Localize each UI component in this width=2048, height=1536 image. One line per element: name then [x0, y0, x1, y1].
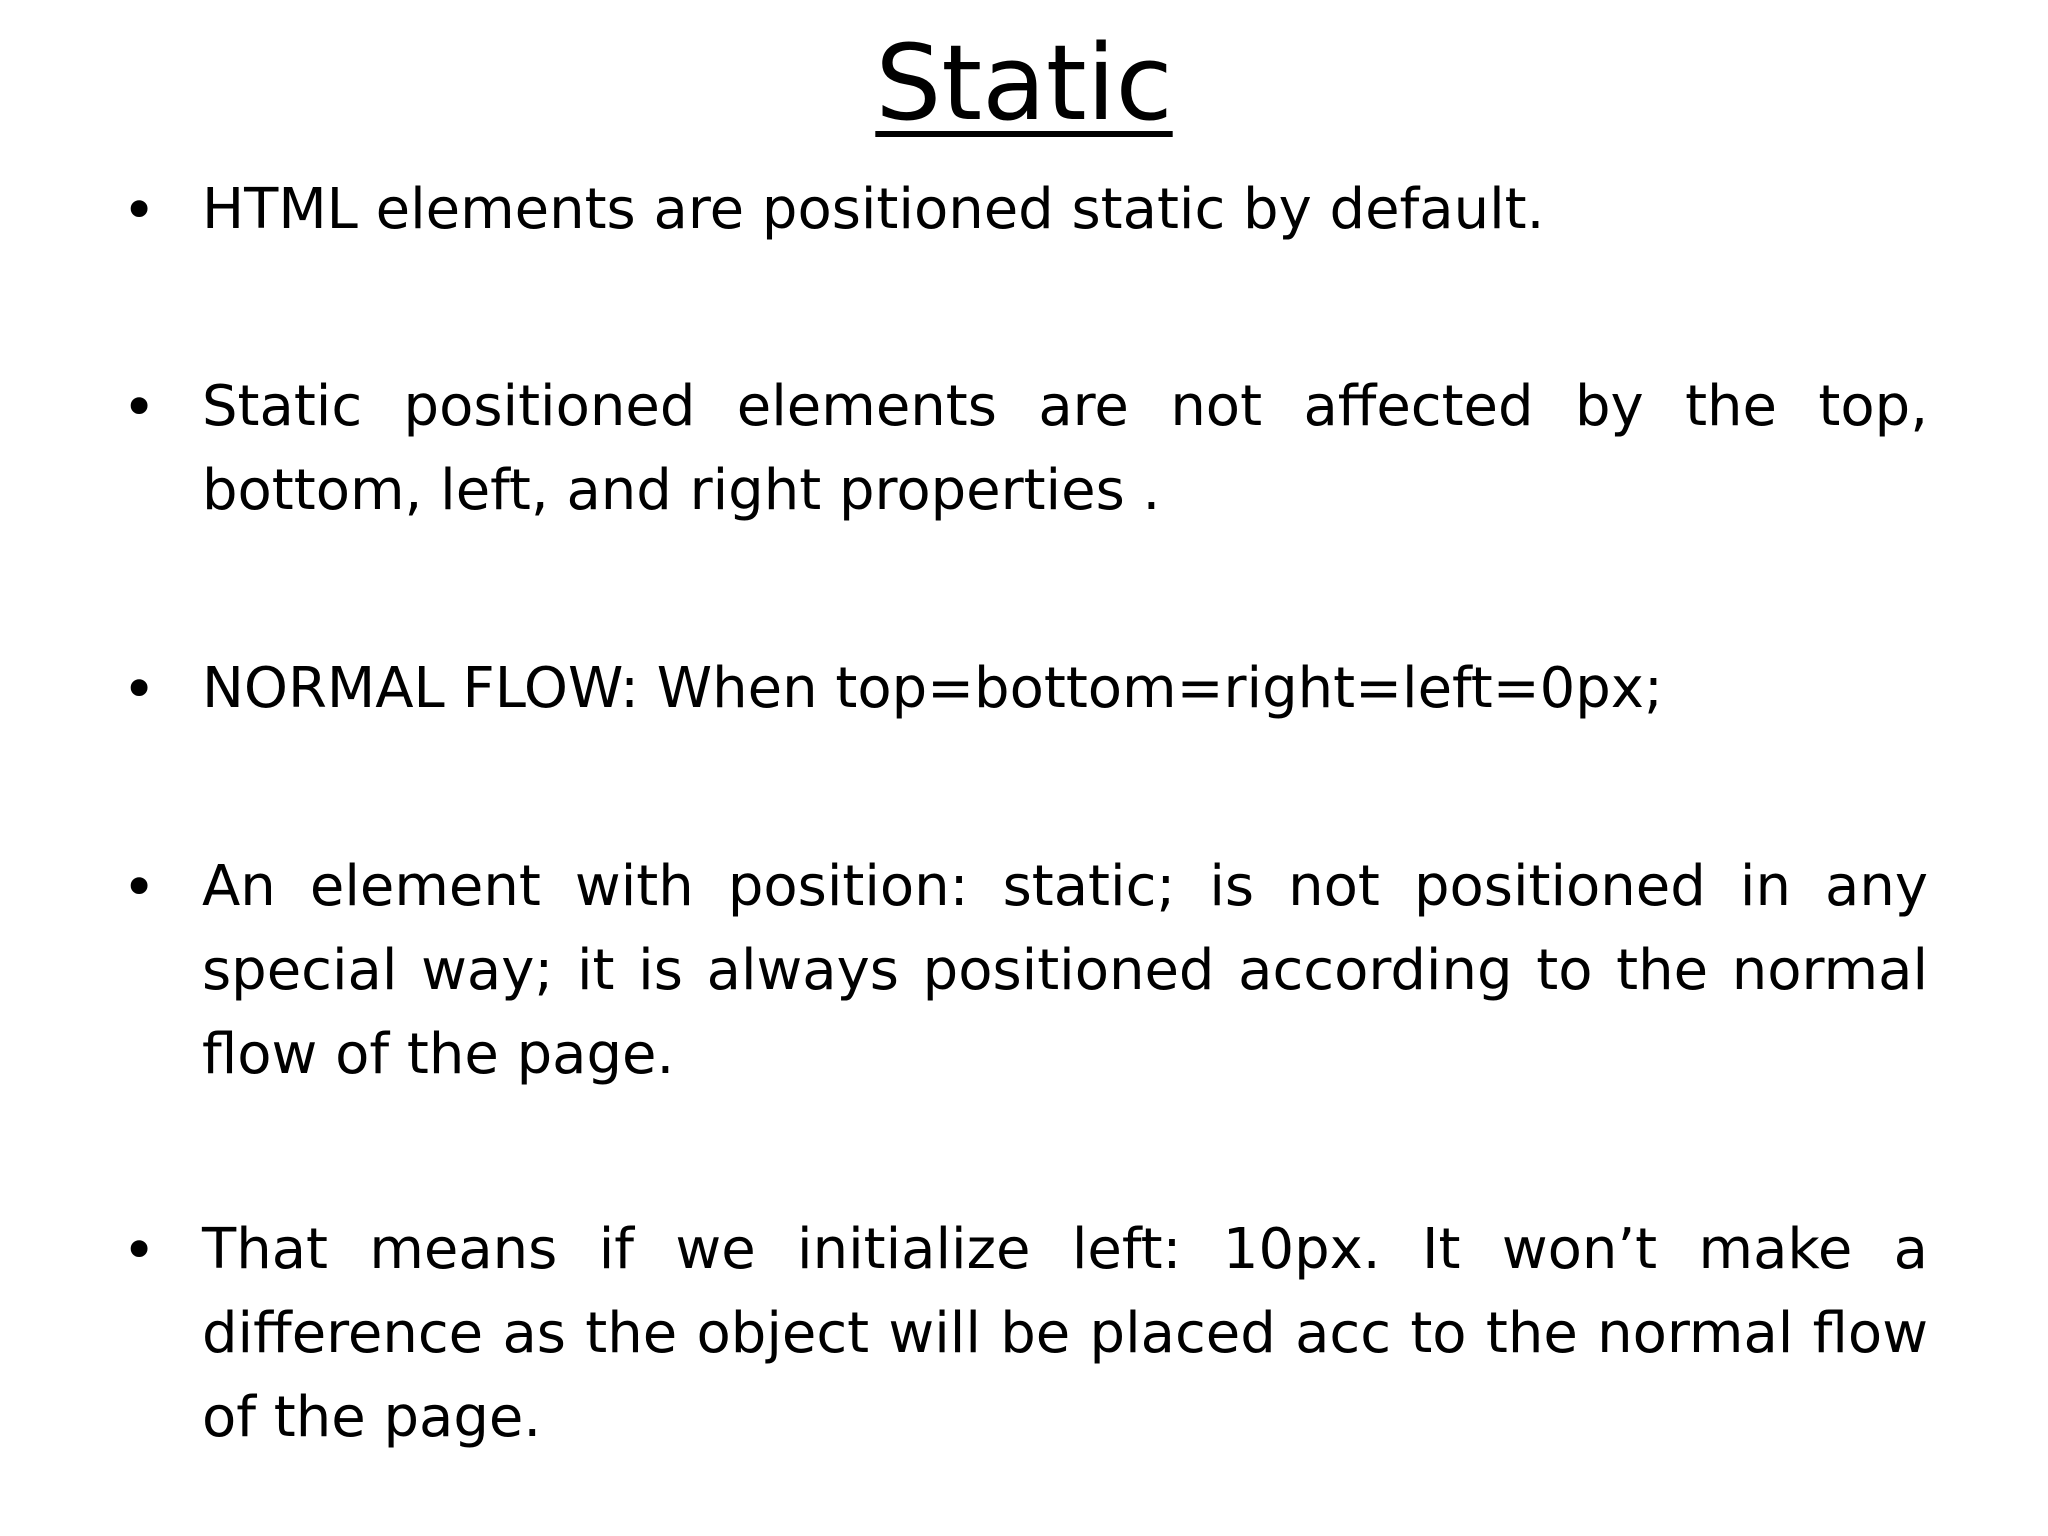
bullet-dot-icon: •: [122, 176, 157, 244]
bullet-text: NORMAL FLOW: When top=bottom=right=left=0px;: [202, 656, 1663, 721]
slide-title: Static: [875, 22, 1173, 144]
bullet-dot-icon: •: [122, 1216, 157, 1284]
bullet-text: Static positioned elements are not affected by the top, bottom, left, and right properties .: [202, 374, 1928, 523]
bullet-dot-icon: •: [122, 655, 157, 723]
bullet-dot-icon: •: [122, 373, 157, 441]
bullet-text: HTML elements are positioned static by default.: [202, 177, 1545, 242]
bullet-text: That means if we initialize left: 10px. It won’t make a difference as the object will be placed acc to the normal flow of the page.: [202, 1217, 1928, 1450]
bullet-text: An element with position: static; is not positioned in any special way; it is always positioned according to the normal flow of the page.: [202, 854, 1928, 1087]
bullet-dot-icon: •: [122, 853, 157, 921]
